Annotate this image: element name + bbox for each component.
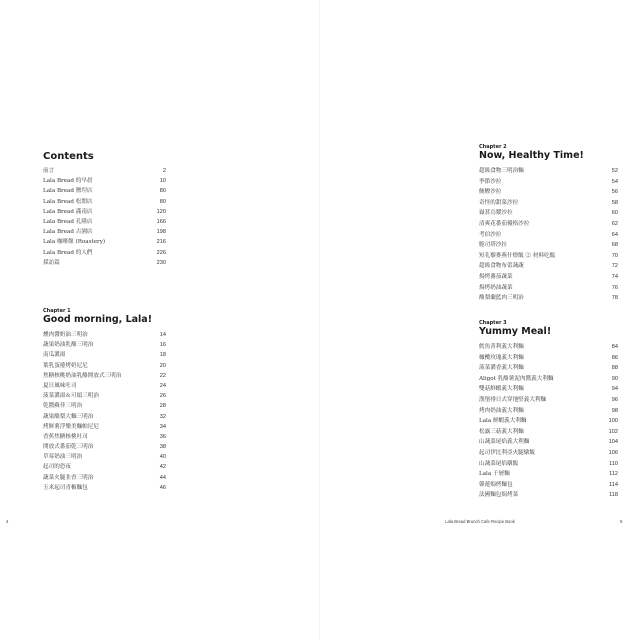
- toc-entry-title: 酪梨蘭藍肉三明治: [479, 295, 524, 302]
- toc-entry-page: 98: [611, 407, 618, 414]
- toc-entry: [479, 342, 618, 353]
- toc-entry: [43, 340, 166, 350]
- toc-entry-title: 烤鮮薯浮樂美麵帕尼尼: [43, 423, 99, 430]
- toc-entry-title: 法國麵包焗烤菜: [479, 492, 519, 499]
- toc-entry-page: 104: [608, 439, 618, 446]
- toc-entry-title: Lala Bread 古園店: [43, 229, 93, 236]
- toc-entry-title: 南瓜濃湯: [43, 352, 66, 359]
- toc-entry-title: Lala Bread 孔隆店: [43, 218, 93, 225]
- toc-entry-page: 96: [611, 396, 618, 403]
- toc-entry: [479, 448, 618, 459]
- toc-entry-title: 採訪篇: [43, 259, 60, 266]
- toc-entry-page: 76: [611, 284, 618, 291]
- toc-entry-page: 46: [159, 484, 166, 491]
- toc-entry-page: 72: [611, 263, 618, 270]
- running-head: Lala Bread Brunch Cafe Recipe Book: [445, 519, 515, 524]
- toc-entry-title: 蔬果奶油乳酪三明治: [43, 342, 94, 349]
- toc-entry-page: 80: [159, 198, 166, 205]
- chapter2-section: [479, 144, 618, 304]
- contents-title: Contents: [43, 151, 94, 162]
- toc-entry-title: 雙菇鮮蝦義大利麵: [479, 386, 524, 393]
- toc-entry: [43, 483, 166, 493]
- toc-entry-title: 夏日風味吐司: [43, 382, 77, 389]
- toc-entry: [479, 240, 618, 251]
- toc-entry-page: 84: [611, 344, 618, 350]
- toc-entry-page: 44: [159, 474, 166, 481]
- toc-entry: [479, 416, 618, 427]
- toc-entry-title: 前言: [43, 168, 55, 174]
- contents-list: [43, 166, 166, 268]
- toc-entry-title: Lala Bread 松閒店: [43, 198, 93, 205]
- toc-entry: [479, 480, 618, 491]
- toc-entry: [479, 374, 618, 385]
- toc-entry-title: Lala 千層麵: [479, 471, 510, 478]
- toc-entry-page: 26: [159, 393, 166, 400]
- chapter2-label: Chapter 2: [479, 144, 507, 150]
- toc-entry: [43, 442, 166, 452]
- toc-entry: [479, 208, 618, 219]
- toc-entry: [43, 361, 166, 371]
- toc-entry-page: 32: [159, 413, 166, 420]
- toc-entry-title: 香蕉焦糖核桃吐司: [43, 433, 88, 440]
- toc-entry: [479, 490, 618, 501]
- chapter3-title: Yummy Meal!: [479, 326, 552, 337]
- toc-entry-page: 62: [611, 220, 618, 227]
- toc-entry-title: 脆司塔沙拉: [479, 242, 507, 249]
- toc-entry-page: 18: [159, 352, 166, 359]
- toc-entry-title: 考伯沙拉: [479, 231, 502, 238]
- toc-entry: [479, 459, 618, 470]
- toc-entry-page: 230: [156, 259, 166, 266]
- toc-entry: [43, 330, 166, 340]
- toc-entry: [43, 186, 166, 196]
- toc-entry-title: 焗烤蕃茄蔬菜: [479, 273, 513, 280]
- toc-entry: [479, 230, 618, 241]
- chapter1-label: Chapter 1: [43, 308, 71, 314]
- toc-entry-page: 54: [611, 178, 618, 185]
- toc-entry: [43, 176, 166, 186]
- toc-entry: [43, 227, 166, 237]
- toc-entry-page: 2: [162, 168, 166, 174]
- toc-entry-page: 80: [159, 188, 166, 195]
- toc-entry: [479, 293, 618, 304]
- toc-entry-title: 漢堡排日式穿地堅義大利麵: [479, 396, 547, 403]
- toc-entry-title: 鮪鰹沙拉: [479, 189, 502, 196]
- chapter1-title: Good morning, Lala!: [43, 314, 153, 325]
- right-page-number: 5: [620, 519, 623, 524]
- toc-entry-title: Aligot 乳酪薯泥肉醬義大利麵: [479, 375, 554, 382]
- toc-entry: [43, 258, 166, 268]
- toc-entry-page: 38: [159, 444, 166, 451]
- chapter3-label: Chapter 3: [479, 320, 507, 326]
- toc-entry-page: 60: [611, 210, 618, 217]
- chapter3-section: [479, 320, 618, 501]
- toc-entry-page: 16: [159, 342, 166, 349]
- toc-entry-title: 烤肉奶油義大利麵: [479, 407, 524, 414]
- toc-entry-title: Lala 鮮蝦義大利麵: [479, 418, 527, 425]
- toc-entry-page: 68: [611, 242, 618, 249]
- toc-entry-title: 起司的恐夜: [43, 464, 71, 471]
- chapter1-section: [43, 308, 166, 493]
- toc-entry-page: 28: [159, 403, 166, 410]
- toc-entry-page: 118: [609, 492, 618, 499]
- contents-section: [43, 151, 166, 268]
- toc-entry: [479, 219, 618, 230]
- toc-entry-title: 玉米起司青椒麵包: [43, 484, 88, 491]
- toc-entry-title: 菠菜濃湯＆可頌三明治: [43, 393, 99, 400]
- toc-entry-title: Lala Bread 的早晨: [43, 178, 93, 185]
- toc-entry-title: 韓蓮焗烤麵包: [479, 481, 513, 488]
- toc-entry: [479, 437, 618, 448]
- toc-entry: [479, 395, 618, 406]
- toc-entry: [479, 353, 618, 364]
- toc-entry-page: 86: [611, 354, 618, 361]
- toc-entry-title: 奇怪的甜菜沙拉: [479, 199, 519, 206]
- toc-entry-page: 10: [159, 178, 166, 185]
- toc-entry: [479, 177, 618, 188]
- toc-entry-title: 菠菜濃香義大利麵: [479, 365, 524, 372]
- toc-entry-title: Lala Bread 的人們: [43, 249, 93, 256]
- toc-entry: [43, 473, 166, 483]
- toc-entry: [43, 422, 166, 432]
- toc-entry-title: 季節沙拉: [479, 178, 502, 185]
- toc-entry: [479, 469, 618, 480]
- toc-entry-title: 草莓奶油三明治: [43, 454, 83, 461]
- toc-entry-page: 100: [608, 418, 618, 425]
- toc-entry: [43, 350, 166, 360]
- toc-entry-page: 106: [608, 449, 618, 456]
- toc-entry: [479, 198, 618, 209]
- toc-entry: [479, 251, 618, 262]
- toc-entry-title: 清爽花番茄優格沙拉: [479, 220, 530, 227]
- toc-entry-page: 40: [159, 454, 166, 461]
- toc-entry: [479, 283, 618, 294]
- toc-entry: [43, 237, 166, 247]
- toc-entry-title: 焗烤奶油蔬菜: [479, 284, 513, 291]
- toc-entry: [479, 406, 618, 417]
- toc-entry-page: 58: [611, 199, 618, 206]
- toc-entry: [43, 371, 166, 381]
- toc-entry-title: 橄欖玫瑰義大利麵: [479, 354, 524, 361]
- chapter1-list: [43, 330, 166, 493]
- toc-entry-page: 226: [156, 249, 166, 256]
- toc-entry-page: 42: [159, 464, 166, 471]
- toc-entry-title: 超級食物布蕾蔬蔬: [479, 263, 524, 270]
- toc-entry-page: 14: [159, 332, 166, 338]
- toc-entry-page: 198: [156, 229, 166, 236]
- toc-entry-page: 70: [611, 252, 618, 259]
- toc-entry-page: 114: [609, 481, 618, 488]
- toc-entry-page: 36: [159, 433, 166, 440]
- toc-entry-page: 78: [611, 295, 618, 302]
- toc-entry: [43, 197, 166, 207]
- toc-entry-page: 24: [159, 382, 166, 389]
- toc-entry: [43, 432, 166, 442]
- toc-entry: [43, 401, 166, 411]
- toc-entry-title: 超級食物三明治麵: [479, 168, 524, 174]
- toc-entry-title: 短孔藜麥燕什燈飯 ② 材料吃飯: [479, 252, 556, 259]
- toc-entry: [479, 272, 618, 283]
- toc-entry-title: 開放式番茄乾三明治: [43, 444, 94, 451]
- toc-entry: [43, 248, 166, 258]
- toc-entry-title: 松露三菇義大利麵: [479, 428, 524, 435]
- toc-entry-title: 鱈魚菁利義大利麵: [479, 344, 524, 350]
- toc-entry-page: 22: [159, 372, 166, 379]
- toc-entry-title: Lala 咖啡館 (Roastery): [43, 239, 106, 246]
- toc-entry-page: 216: [156, 239, 166, 246]
- toc-entry: [479, 427, 618, 438]
- toc-entry: [43, 462, 166, 472]
- toc-entry-title: 起司伊比利亞火腿燉飯: [479, 449, 535, 456]
- toc-entry: [43, 207, 166, 217]
- toc-entry-page: 110: [609, 460, 618, 467]
- toc-entry: [43, 412, 166, 422]
- toc-entry-title: 山蔬菜尾焰燉飯: [479, 460, 519, 467]
- toc-entry-title: 山蔬菜尾焰義大利麵: [479, 439, 530, 446]
- chapter2-list: [479, 166, 618, 304]
- toc-entry-page: 64: [611, 231, 618, 238]
- toc-entry-title: Lala Bread 鹽埕店: [43, 188, 93, 195]
- toc-entry-page: 102: [608, 428, 618, 435]
- toc-entry: [479, 363, 618, 374]
- toc-entry: [43, 391, 166, 401]
- toc-entry-page: 20: [159, 362, 166, 369]
- toc-entry-page: 34: [159, 423, 166, 430]
- toc-entry-page: 74: [611, 273, 618, 280]
- toc-entry-page: 88: [611, 365, 618, 372]
- toc-entry-page: 112: [609, 471, 618, 478]
- toc-entry: [43, 452, 166, 462]
- right-page: [320, 0, 640, 640]
- left-page-number: 4: [6, 519, 9, 524]
- toc-entry-title: 燻肉醬奶油三明治: [43, 332, 88, 338]
- toc-entry: [43, 381, 166, 391]
- chapter2-title: Now, Healthy Time!: [479, 150, 584, 161]
- toc-entry-title: 乾醬蘇菲三明治: [43, 403, 83, 410]
- toc-entry-page: 94: [611, 386, 618, 393]
- chapter3-list: [479, 342, 618, 501]
- toc-entry: [43, 217, 166, 227]
- toc-entry-title: 嶽葚烏漿沙拉: [479, 210, 513, 217]
- toc-entry-title: Lala Bread 滿南店: [43, 208, 93, 215]
- toc-entry-page: 166: [156, 218, 166, 225]
- toc-entry: [479, 166, 618, 177]
- toc-entry-title: 葉乳蛋捲烤奶尼尼: [43, 362, 88, 369]
- toc-entry: [479, 187, 618, 198]
- toc-entry-title: 蔬菜火腿韭香三明治: [43, 474, 94, 481]
- toc-entry-title: 焦糖核桃奶油乳酪開放式三明治: [43, 372, 122, 379]
- toc-entry-title: 蔬果酪梨大麵三明治: [43, 413, 94, 420]
- toc-entry-page: 56: [611, 189, 618, 196]
- toc-entry: [43, 166, 166, 176]
- toc-entry-page: 90: [611, 375, 618, 382]
- toc-entry: [479, 384, 618, 395]
- toc-entry-page: 120: [156, 208, 166, 215]
- toc-entry: [479, 261, 618, 272]
- toc-entry-page: 52: [611, 168, 618, 174]
